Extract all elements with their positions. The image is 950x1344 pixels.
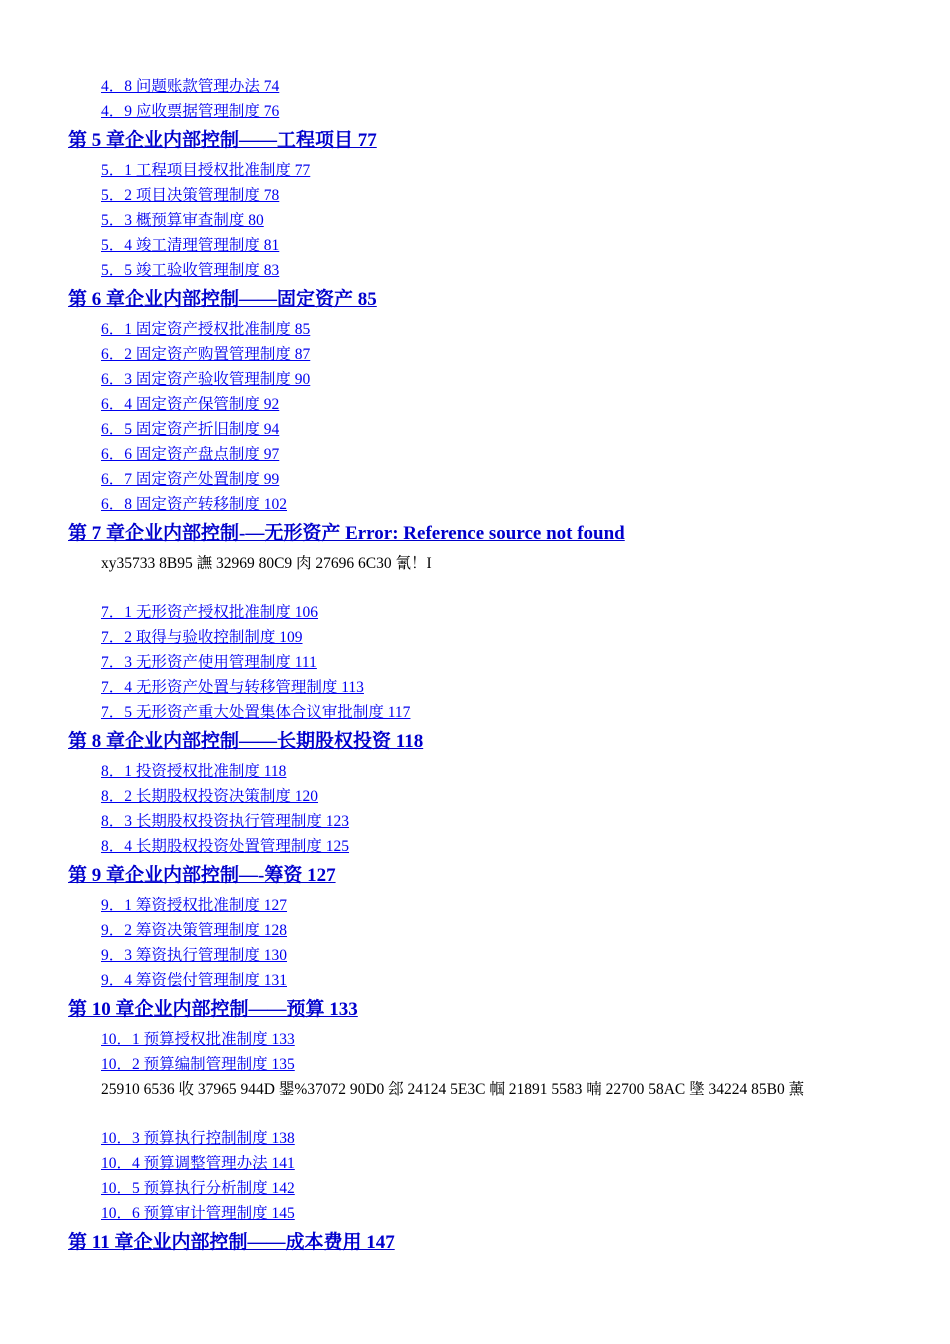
toc-section-link[interactable]: 7．1 无形资产授权批准制度 106 (101, 604, 319, 621)
toc-section-link[interactable]: 9．1 筹资授权批准制度 127 (101, 897, 288, 914)
toc-section-link[interactable]: 10．3 预算执行控制制度 138 (101, 1130, 295, 1147)
toc-section-link[interactable]: 7．5 无形资产重大处置集体合议审批制度 117 (101, 704, 411, 721)
toc-section-link[interactable]: 6．5 固定资产折旧制度 94 (101, 421, 280, 438)
toc-section-link[interactable]: 9．4 筹资偿付管理制度 131 (101, 972, 288, 989)
toc-section-entry (0, 417, 950, 442)
toc-chapter-entry (0, 993, 950, 1027)
toc-section-link[interactable]: 8．4 长期股权投资处置管理制度 125 (101, 838, 350, 855)
toc-section-entry (0, 183, 950, 208)
toc-section-link[interactable]: 6．1 固定资产授权批准制度 85 (101, 321, 311, 338)
toc-chapter-entry (0, 1226, 950, 1260)
toc-section-link[interactable]: 6．7 固定资产处置制度 99 (101, 471, 280, 488)
toc-section-link[interactable]: 10．5 预算执行分析制度 142 (101, 1180, 295, 1197)
stray-text: xy35733 8B95 譕 32969 80C9 肉 27696 6C30 氰！I (101, 555, 432, 572)
toc-section-entry (0, 784, 950, 809)
toc-section-link[interactable]: 6．2 固定资产购置管理制度 87 (101, 346, 311, 363)
toc-section-entry (0, 467, 950, 492)
toc-section-entry (0, 1201, 950, 1226)
toc-section-entry (0, 625, 950, 650)
toc-section-link[interactable]: 7．4 无形资产处置与转移管理制度 113 (101, 679, 364, 696)
toc-section-link[interactable]: 9．2 筹资决策管理制度 128 (101, 922, 288, 939)
toc-section-link[interactable]: 4．8 问题账款管理办法 74 (101, 78, 280, 95)
toc-section-entry (0, 442, 950, 467)
toc-chapter-link[interactable]: 第 6 章企业内部控制——固定资产 85 (68, 289, 377, 310)
toc-section-link[interactable]: 7．3 无形资产使用管理制度 111 (101, 654, 317, 671)
toc-chapter-link[interactable]: 第 7 章企业内部控制-—无形资产 Error: Reference source not found (68, 523, 625, 544)
toc-section-entry (0, 700, 950, 725)
toc-section-entry (0, 893, 950, 918)
toc-chapter-entry (0, 725, 950, 759)
toc-section-link[interactable]: 10．2 预算编制管理制度 135 (101, 1056, 295, 1073)
toc-section-link[interactable]: 9．3 筹资执行管理制度 130 (101, 947, 288, 964)
toc-section-link[interactable]: 6．6 固定资产盘点制度 97 (101, 446, 280, 463)
toc-section-link[interactable]: 5．1 工程项目授权批准制度 77 (101, 162, 311, 179)
toc-section-entry (0, 1027, 950, 1052)
toc-section-entry (0, 675, 950, 700)
toc-section-entry (0, 1126, 950, 1151)
stray-text: 25910 6536 收 37965 944D 鑍%37072 90D0 郐 24124 5E3C 帼 21891 5583 喃 22700 58AC 墬 34224 85B0 薰 (101, 1081, 805, 1098)
toc-section-link[interactable]: 6．3 固定资产验收管理制度 90 (101, 371, 311, 388)
toc-section-link[interactable]: 5．5 竣工验收管理制度 83 (101, 262, 280, 279)
toc-section-entry (0, 317, 950, 342)
toc-section-entry (0, 1151, 950, 1176)
toc-section-link[interactable]: 10．1 预算授权批准制度 133 (101, 1031, 295, 1048)
toc-section-entry (0, 809, 950, 834)
toc-section-link[interactable]: 6．8 固定资产转移制度 102 (101, 496, 288, 513)
toc-section-entry (0, 492, 950, 517)
toc-section-entry (0, 1052, 950, 1077)
toc-section-link[interactable]: 8．3 长期股权投资执行管理制度 123 (101, 813, 350, 830)
blank-line (0, 1102, 950, 1126)
toc-section-entry (0, 918, 950, 943)
toc-section-entry (0, 968, 950, 993)
toc-chapter-link[interactable]: 第 10 章企业内部控制——预算 133 (68, 999, 358, 1020)
toc-section-link[interactable]: 4．9 应收票据管理制度 76 (101, 103, 280, 120)
toc-section-entry (0, 600, 950, 625)
stray-text-line (0, 1077, 950, 1102)
toc-section-link[interactable]: 5．4 竣工清理管理制度 81 (101, 237, 280, 254)
toc-section-entry (0, 367, 950, 392)
toc-section-entry (0, 158, 950, 183)
toc-section-entry (0, 208, 950, 233)
toc-section-entry (0, 258, 950, 283)
toc-section-link[interactable]: 10．6 预算审计管理制度 145 (101, 1205, 295, 1222)
toc-chapter-entry (0, 859, 950, 893)
toc-section-link[interactable]: 5．2 项目决策管理制度 78 (101, 187, 280, 204)
toc-section-link[interactable]: 8．2 长期股权投资决策制度 120 (101, 788, 319, 805)
toc-chapter-link[interactable]: 第 9 章企业内部控制—-筹资 127 (68, 865, 336, 886)
toc-chapter-entry (0, 517, 950, 551)
toc-chapter-link[interactable]: 第 8 章企业内部控制——长期股权投资 118 (68, 731, 424, 752)
toc-chapter-link[interactable]: 第 5 章企业内部控制——工程项目 77 (68, 130, 377, 151)
toc-chapter-entry (0, 283, 950, 317)
toc-section-entry (0, 943, 950, 968)
toc-section-entry (0, 342, 950, 367)
toc-section-entry (0, 834, 950, 859)
toc-section-link[interactable]: 8．1 投资授权批准制度 118 (101, 763, 287, 780)
toc-chapter-entry (0, 124, 950, 158)
toc-section-entry (0, 74, 950, 99)
toc-section-link[interactable]: 7．2 取得与验收控制制度 109 (101, 629, 303, 646)
stray-text-line (0, 551, 950, 576)
blank-line (0, 576, 950, 600)
toc-chapter-link[interactable]: 第 11 章企业内部控制——成本费用 147 (68, 1232, 395, 1253)
table-of-contents (0, 74, 950, 1260)
toc-section-entry (0, 392, 950, 417)
toc-section-entry (0, 99, 950, 124)
toc-section-link[interactable]: 5．3 概预算审查制度 80 (101, 212, 264, 229)
toc-section-link[interactable]: 6．4 固定资产保管制度 92 (101, 396, 280, 413)
toc-section-entry (0, 1176, 950, 1201)
toc-section-entry (0, 759, 950, 784)
toc-section-entry (0, 233, 950, 258)
toc-section-entry (0, 650, 950, 675)
toc-section-link[interactable]: 10．4 预算调整管理办法 141 (101, 1155, 295, 1172)
